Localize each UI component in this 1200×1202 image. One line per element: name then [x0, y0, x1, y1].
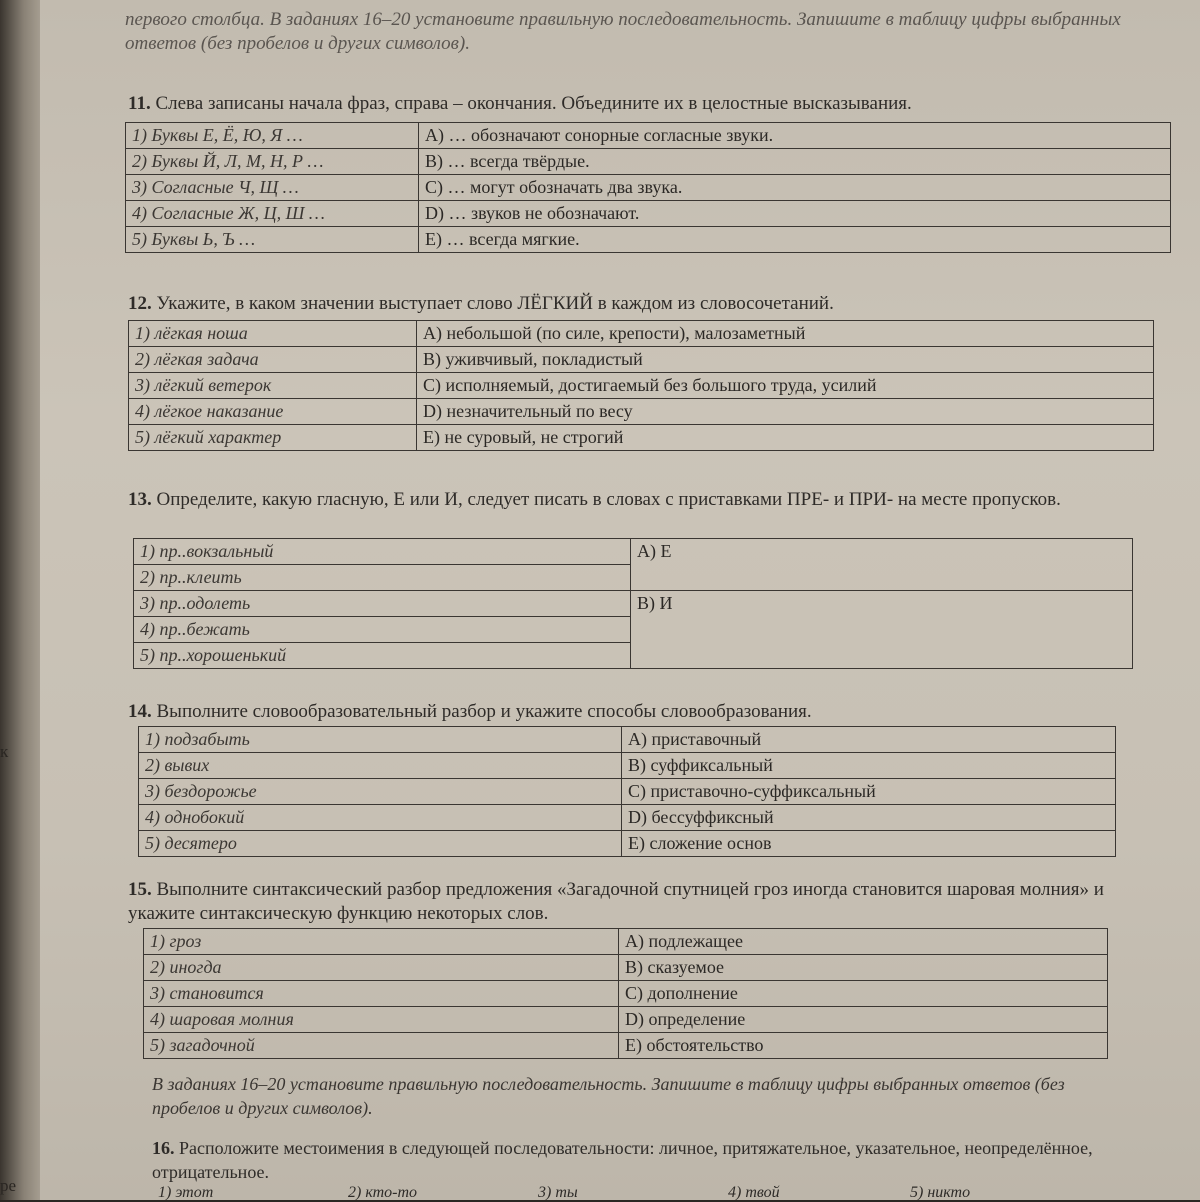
edge-fragment: ре	[0, 1176, 17, 1195]
option-item: 1) этот	[158, 1184, 214, 1201]
task-text: Слева записаны начала фраз, справа – окончания. Объедините их в целостные высказывания.	[155, 93, 912, 114]
table-cell-left: 5) пр..хорошенький	[134, 643, 631, 669]
table-cell-right: A) подлежащее	[619, 929, 1108, 955]
table-row	[134, 591, 1133, 617]
table-cell-left: 5) загадочной	[144, 1033, 619, 1059]
table-cell-left: 2) пр..клеить	[134, 565, 631, 591]
table-cell-left: 4) лёгкое наказание	[129, 399, 417, 425]
table-cell-left: 3) Согласные Ч, Щ …	[126, 175, 419, 201]
table-row	[129, 373, 1154, 399]
table-row	[139, 831, 1116, 857]
task-15-prompt	[128, 878, 1113, 926]
table-cell-right: B) … всегда твёрдые.	[419, 149, 1171, 175]
table-cell-left: 3) становится	[144, 981, 619, 1007]
task-16-prompt	[152, 1136, 1112, 1184]
task-number: 16.	[152, 1138, 175, 1158]
table-row	[126, 227, 1171, 253]
table-row	[129, 347, 1154, 373]
table-row	[126, 201, 1171, 227]
task-number: 11.	[128, 93, 151, 114]
worksheet-page	[40, 0, 1200, 1200]
option-item: 2) кто-то	[348, 1184, 418, 1201]
intro-instruction: первого столбца. В заданиях 16–20 установите правильную последовательность. Запишите в таблицу цифры выбранных ответов (без пробелов и других символов).	[125, 9, 1121, 54]
task-text: Выполните словообразовательный разбор и укажите способы словообразования.	[156, 701, 812, 722]
table-cell-left: 4) Согласные Ж, Ц, Ш …	[126, 201, 419, 227]
option-item: 3) ты	[538, 1184, 578, 1201]
table-row	[144, 929, 1108, 955]
table-row	[139, 779, 1116, 805]
table-cell-right: C) исполняемый, достигаемый без большого труда, усилий	[417, 373, 1154, 399]
table-cell-right: D) бессуффиксный	[622, 805, 1116, 831]
task-number: 13.	[128, 489, 152, 510]
table-row	[139, 727, 1116, 753]
table-cell-right: D) определение	[619, 1007, 1108, 1033]
table-cell-right: A) … обозначают сонорные согласные звуки.	[419, 123, 1171, 149]
table-cell-right: E) сложение основ	[622, 831, 1116, 857]
table-cell-right: D) незначительный по весу	[417, 399, 1154, 425]
table-cell-left: 4) однобокий	[139, 805, 622, 831]
table-cell-left: 2) вывих	[139, 753, 622, 779]
section-instruction: В заданиях 16–20 установите правильную последовательность. Запишите в таблицу цифры выбранных ответов (без пробелов и других символов).	[152, 1074, 1065, 1118]
task-13-prompt	[128, 488, 1138, 512]
table-cell-left: 2) лёгкая задача	[129, 347, 417, 373]
adjacent-page-edge	[0, 0, 40, 1200]
task-12-prompt	[128, 292, 1168, 316]
table-row	[144, 981, 1108, 1007]
table-cell-left: 5) лёгкий характер	[129, 425, 417, 451]
table-cell-left: 2) иногда	[144, 955, 619, 981]
table-row	[139, 805, 1116, 831]
table-row	[129, 425, 1154, 451]
table-cell-right: E) не суровый, не строгий	[417, 425, 1154, 451]
table-cell-right: B) суффиксальный	[622, 753, 1116, 779]
table-cell-right: B) сказуемое	[619, 955, 1108, 981]
table-row	[139, 753, 1116, 779]
table-cell-right: C) дополнение	[619, 981, 1108, 1007]
task-text: Расположите местоимения в следующей последовательности: личное, притяжательное, указательное, неопределённое, отрицательное.	[152, 1138, 1093, 1182]
task-14-prompt	[128, 700, 1128, 724]
table-row	[134, 539, 1133, 565]
table-cell-left: 1) пр..вокзальный	[134, 539, 631, 565]
table-row	[129, 399, 1154, 425]
table-cell-left: 1) Буквы Е, Ё, Ю, Я …	[126, 123, 419, 149]
table-row	[144, 1007, 1108, 1033]
table-cell-right: D) … звуков не обозначают.	[419, 201, 1171, 227]
table-cell-right: A) приставочный	[622, 727, 1116, 753]
table-cell-right: A) Е	[631, 539, 1133, 591]
table-row	[126, 123, 1171, 149]
table-cell-right: B) уживчивый, покладистый	[417, 347, 1154, 373]
table-cell-left: 5) Буквы Ь, Ъ …	[126, 227, 419, 253]
table-cell-left: 5) десятеро	[139, 831, 622, 857]
table-cell-right: A) небольшой (по силе, крепости), малозаметный	[417, 321, 1154, 347]
table-row	[144, 1033, 1108, 1059]
task-text: Определите, какую гласную, Е или И, следует писать в словах с приставками ПРЕ- и ПРИ- на месте пропусков.	[156, 489, 1061, 510]
table-row	[129, 321, 1154, 347]
table-cell-left: 1) подзабыть	[139, 727, 622, 753]
table-cell-left: 1) гроз	[144, 929, 619, 955]
table-row	[144, 955, 1108, 981]
table-cell-left: 4) пр..бежать	[134, 617, 631, 643]
table-cell-right: E) обстоятельство	[619, 1033, 1108, 1059]
table-cell-right: C) … могут обозначать два звука.	[419, 175, 1171, 201]
table-cell-right: C) приставочно-суффиксальный	[622, 779, 1116, 805]
table-row	[126, 175, 1171, 201]
task-text: Укажите, в каком значении выступает слово ЛЁГКИЙ в каждом из словосочетаний.	[156, 293, 834, 314]
task-text: Выполните синтаксический разбор предложения «Загадочной спутницей гроз иногда становится шаровая молния» и укажите синтаксическую функцию некоторых слов.	[128, 879, 1104, 924]
table-cell-right: B) И	[631, 591, 1133, 669]
task-number: 15.	[128, 879, 152, 900]
table-cell-left: 2) Буквы Й, Л, М, Н, Р …	[126, 149, 419, 175]
edge-fragment: к	[0, 742, 9, 761]
option-item: 4) твой	[728, 1184, 780, 1201]
task-number: 12.	[128, 293, 152, 314]
task-14-table	[138, 726, 1116, 857]
table-cell-left: 1) лёгкая ноша	[129, 321, 417, 347]
table-cell-left: 3) пр..одолеть	[134, 591, 631, 617]
task-15-table	[143, 928, 1108, 1059]
option-item: 5) никто	[910, 1184, 971, 1201]
table-cell-right: E) … всегда мягкие.	[419, 227, 1171, 253]
task-number: 14.	[128, 701, 152, 722]
task-13-table	[133, 538, 1133, 669]
table-cell-left: 4) шаровая молния	[144, 1007, 619, 1033]
task-11-table	[125, 122, 1171, 253]
task-11-prompt	[128, 92, 1168, 116]
table-cell-left: 3) бездорожье	[139, 779, 622, 805]
table-cell-left: 3) лёгкий ветерок	[129, 373, 417, 399]
table-row	[126, 149, 1171, 175]
task-12-table	[128, 320, 1154, 451]
